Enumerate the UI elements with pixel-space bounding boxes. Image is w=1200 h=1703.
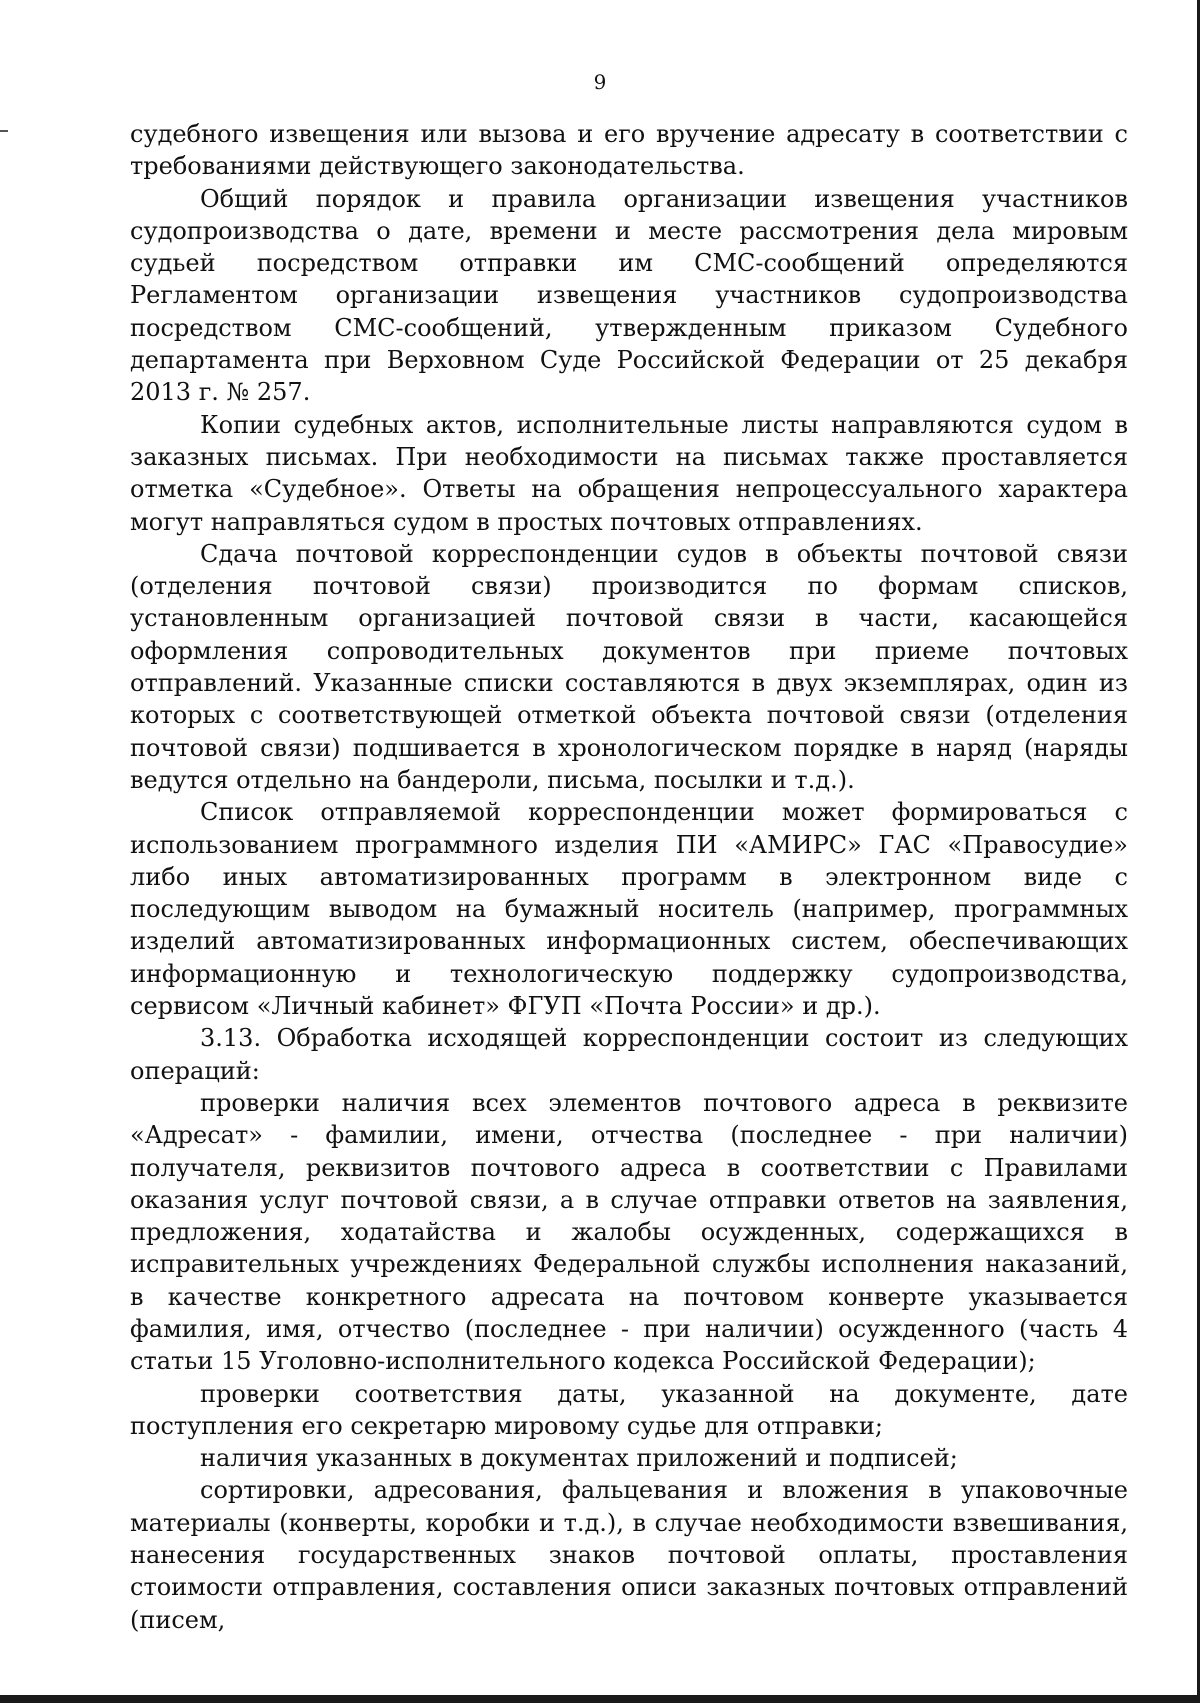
paragraph-address-check: проверки наличия всех элементов почтового адреса в реквизите «Адресат» - фамилии, имени, отчества (последнее - при наличии) получателя, реквизитов почтового адреса в соответствии с Правилами оказания услуг почтовой связи, а в случае отправки ответов на заявления, предложения, ходатайства и жалобы осужденных, содержащихся в исправительных учреждениях Федеральной службы исполнения наказаний, в качестве конкретного адресата на почтовом конверте указывается фамилия, имя, отчество (последнее - при наличии) осужденного (часть 4 статьи 15 Уголовно-исполнительного кодекса Российской Федерации); — [130, 1088, 1128, 1376]
page-number: 9 — [593, 70, 607, 94]
paragraph-section-3-13: 3.13. Обработка исходящей корреспонденции состоит из следующих операций: — [130, 1024, 1128, 1085]
paragraph-date-check: проверки соответствия даты, указанной на документе, дате поступления его секретарю мировому судье для отправки; — [130, 1379, 1128, 1440]
paragraph-postal-delivery: Сдача почтовой корреспонденции судов в объекты почтовой связи (отделения почтовой связи) производится по формам списков, установленным организацией почтовой связи в части, касающейся оформления сопроводительных документов при приеме почтовых отправлений. Указанные списки составляются в двух экземплярах, один из которых с соответствующей отметкой объекта почтовой связи (отделения почтовой связи) подшивается в хронологическом порядке в наряд (наряды ведутся отдельно на бандероли, письма, посылки и т.д.). — [130, 539, 1128, 794]
paragraph-attachments-check: наличия указанных в документах приложений и подписей; — [200, 1444, 958, 1473]
scan-bottom-border — [0, 1695, 1200, 1703]
paragraph-judicial-acts: Копии судебных актов, исполнительные листы направляются судом в заказных письмах. При необходимости на письмах также проставляется отметка «Судебное». Ответы на обращения непроцессуального характера могут направляться судом в простых почтовых отправлениях. — [130, 410, 1128, 536]
document-body — [130, 118, 1128, 1636]
paragraph-correspondence-list: Список отправляемой корреспонденции может формироваться с использованием программного изделия ПИ «АМИРС» ГАС «Правосудие» либо иных автоматизированных программ в электронном виде с последующим выводом на бумажный носитель (например, программных изделий автоматизированных информационных систем, обеспечивающих информационную и технологическую поддержку судопроизводства, сервисом «Личный кабинет» ФГУП «Почта России» и др.). — [130, 798, 1128, 1021]
paragraph-sorting: сортировки, адресования, фальцевания и вложения в упаковочные материалы (конверты, коробки и т.д.), в случае необходимости взвешивания, нанесения государственных знаков почтовой оплаты, проставления стоимости отправления, составления описи заказных почтовых отправлений (писем, — [130, 1476, 1128, 1634]
paragraph-sms-notification: Общий порядок и правила организации извещения участников судопроизводства о дате, времени и месте рассмотрения дела мировым судьей посредством отправки им СМС-сообщений определяются Регламентом организации извещения участников судопроизводства посредством СМС-сообщений, утвержденным приказом Судебного департамента при Верховном Суде Российской Федерации от 25 декабря 2013 г. № 257. — [130, 184, 1128, 407]
scan-margin-mark — [0, 130, 8, 132]
paragraph-continuation: судебного извещения или вызова и его вручение адресату в соответствии с требованиями действующего законодательства. — [130, 120, 1128, 181]
